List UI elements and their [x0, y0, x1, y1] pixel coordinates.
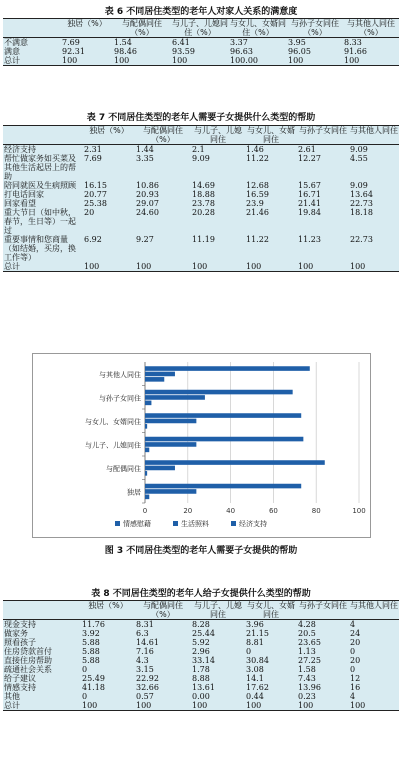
row-label: 住房贷款首付	[4, 647, 52, 656]
column-header: 与配偶同住（%）	[135, 601, 191, 620]
x-tick-label: 100	[352, 507, 366, 515]
legend-label: 生活照料	[181, 520, 209, 528]
table-cell: 24.60	[136, 208, 159, 217]
row-label: 总计	[3, 262, 83, 272]
table-cell: 4	[350, 692, 356, 701]
table-cell: 27.25	[298, 656, 321, 665]
table-row	[3, 208, 399, 235]
table-cell: 1.46	[246, 145, 264, 154]
table-cell: 11.23	[298, 235, 321, 244]
bar-2	[145, 419, 196, 424]
table-cell: 0	[82, 665, 88, 674]
table-cell: 4.28	[298, 620, 316, 629]
bar-3	[145, 495, 149, 500]
table-cell: 16.71	[298, 190, 321, 199]
table-cell: 100	[83, 262, 135, 272]
table-row	[3, 692, 399, 701]
header-row-label	[3, 19, 61, 38]
table-row	[3, 56, 399, 66]
table-cell: 7.69	[84, 154, 102, 163]
table-cell: 6.41	[172, 38, 190, 47]
header-row-label	[3, 601, 81, 620]
table-cell: 7.69	[62, 38, 80, 47]
table-cell: 20	[350, 638, 361, 647]
column-header: 与儿子、儿媳同住	[191, 601, 245, 620]
legend-label: 情感慰藉	[123, 520, 151, 528]
table-cell: 8.31	[136, 620, 154, 629]
table-cell: 2.1	[192, 145, 205, 154]
header-row-label	[3, 126, 83, 145]
column-header: 独居（%）	[83, 126, 135, 145]
table-cell: 29.07	[136, 199, 159, 208]
table-cell: 1.13	[298, 647, 316, 656]
row-label: 帮忙做家务如买菜及其他生活起居上的帮助	[4, 154, 76, 181]
table-cell: 0.57	[136, 692, 154, 701]
table-cell: 25.38	[84, 199, 107, 208]
row-label: 打电话回家	[4, 190, 44, 199]
bar-1	[145, 460, 325, 465]
row-label: 满意	[4, 47, 20, 56]
table-header-row	[3, 126, 399, 145]
column-header: 与孙子女同住	[297, 601, 349, 620]
table-cell: 14.61	[136, 638, 159, 647]
bar-3	[145, 471, 147, 476]
table-cell: 9.09	[350, 145, 368, 154]
column-header: 与配偶同住（%）	[113, 19, 171, 38]
table-cell: 22.73	[350, 199, 373, 208]
table-cell: 7.43	[298, 674, 316, 683]
table-cell: 5.88	[82, 656, 100, 665]
y-category-label: 与其他人同住	[99, 370, 141, 379]
row-label: 情感支持	[4, 683, 36, 692]
row-label: 给子建议	[4, 674, 36, 683]
bar-1	[145, 390, 293, 395]
legend-swatch	[173, 521, 178, 526]
table-row	[3, 199, 399, 208]
column-header: 与孙子女同住（%）	[287, 19, 343, 38]
table-cell: 8.28	[192, 620, 210, 629]
table-cell: 93.59	[172, 47, 195, 56]
table-cell: 100	[81, 701, 135, 711]
table-cell: 92.31	[62, 47, 85, 56]
table-cell: 2.61	[298, 145, 316, 154]
row-label: 现金支持	[4, 620, 36, 629]
table-cell: 4.55	[350, 154, 368, 163]
table-cell: 4	[350, 620, 356, 629]
bar-3	[145, 401, 151, 406]
table-cell: 15.67	[298, 181, 321, 190]
table-cell: 7.16	[136, 647, 154, 656]
table-cell: 100	[113, 56, 171, 66]
table-row	[3, 683, 399, 692]
table-header-row	[3, 601, 399, 620]
bar-chart-svg	[33, 354, 370, 537]
y-category-label: 与配偶同住	[106, 464, 141, 473]
table-cell: 21.46	[246, 208, 269, 217]
table-cell: 100.00	[229, 56, 287, 66]
table7	[3, 125, 399, 272]
table-cell: 14.69	[192, 181, 215, 190]
y-category-label: 与孙子女同住	[99, 394, 141, 403]
table-cell: 100	[191, 262, 245, 272]
bar-2	[145, 489, 196, 494]
table-cell: 21.41	[298, 199, 321, 208]
bar-1	[145, 437, 303, 442]
table-cell: 100	[297, 262, 349, 272]
table-cell: 100	[191, 701, 245, 711]
bar-2	[145, 372, 175, 377]
table-cell: 3.08	[246, 665, 264, 674]
bar-2	[145, 466, 175, 471]
table-cell: 16	[350, 683, 361, 692]
table-cell: 8.81	[246, 638, 264, 647]
bar-3	[145, 424, 147, 429]
table-cell: 32.66	[136, 683, 159, 692]
legend-swatch	[115, 521, 120, 526]
table-row	[3, 190, 399, 199]
table-cell: 19.84	[298, 208, 321, 217]
table-cell: 1.58	[298, 665, 316, 674]
column-header: 与其他人同住（%）	[343, 19, 399, 38]
column-header: 与其他人同住	[349, 601, 399, 620]
table-cell: 12	[350, 674, 361, 683]
table-cell: 13.61	[192, 683, 215, 692]
table-cell: 91.66	[344, 47, 367, 56]
bar-3	[145, 448, 149, 453]
table-row	[3, 629, 399, 638]
table-cell: 12.27	[298, 154, 321, 163]
table-cell: 5.92	[192, 638, 210, 647]
table-row	[3, 235, 399, 262]
table-cell: 23.9	[246, 199, 264, 208]
table-cell: 5.88	[82, 638, 100, 647]
table-cell: 2.96	[192, 647, 210, 656]
table-cell: 9.09	[192, 154, 210, 163]
table-cell: 16.59	[246, 190, 269, 199]
row-label: 总计	[3, 701, 81, 711]
table-row	[3, 638, 399, 647]
table-cell: 0.00	[192, 692, 210, 701]
table-cell: 13.64	[350, 190, 373, 199]
table-row	[3, 656, 399, 665]
table-cell: 100	[297, 701, 349, 711]
table-cell: 0.23	[298, 692, 316, 701]
table-row	[3, 38, 399, 48]
table-cell: 20.28	[192, 208, 215, 217]
table-cell: 18.18	[350, 208, 373, 217]
y-category-label: 与女儿、女婿同住	[85, 417, 141, 426]
table-cell: 3.95	[288, 38, 306, 47]
column-header: 与儿子、儿媳同住（%）	[172, 19, 228, 37]
table-row	[3, 647, 399, 656]
table-cell: 13.96	[298, 683, 321, 692]
x-tick-label: 0	[142, 507, 148, 515]
row-label: 直接住房帮助	[4, 656, 52, 665]
table8	[3, 600, 399, 711]
table-cell: 3.15	[136, 665, 154, 674]
table-cell: 3.35	[136, 154, 154, 163]
bar-1	[145, 413, 301, 418]
table-cell: 8.88	[192, 674, 210, 683]
bar-1	[145, 366, 310, 371]
row-label: 疏通社会关系	[4, 665, 52, 674]
table6-caption: 表 6 不同居住类型的老年人对家人关系的满意度	[104, 7, 298, 17]
table-cell: 0	[350, 647, 356, 656]
table-cell: 33.14	[192, 656, 215, 665]
figure3-caption: 图 3 不同居住类型的老年人需要子女提供的帮助	[104, 546, 298, 556]
row-label: 回家看望	[4, 199, 36, 208]
table-cell: 5.88	[82, 647, 100, 656]
table-cell: 100	[245, 262, 297, 272]
table-cell: 100	[135, 262, 191, 272]
table-cell: 20.5	[298, 629, 316, 638]
table-cell: 0.44	[246, 692, 264, 701]
table-cell: 21.15	[246, 629, 269, 638]
table-row	[3, 47, 399, 56]
table-cell: 11.76	[82, 620, 105, 629]
y-category-label: 独居	[127, 488, 141, 497]
table-cell: 20	[84, 208, 95, 217]
table-cell: 14.1	[246, 674, 264, 683]
table-cell: 4.3	[136, 656, 149, 665]
table-cell: 1.44	[136, 145, 154, 154]
table-cell: 1.78	[192, 665, 210, 674]
table-cell: 16.15	[84, 181, 107, 190]
table-cell: 98.46	[114, 47, 137, 56]
table-cell: 6.3	[136, 629, 149, 638]
table-cell: 3.92	[82, 629, 100, 638]
table-row	[3, 262, 399, 272]
column-header: 与儿子、儿媳同住	[191, 126, 245, 145]
table-cell: 100	[349, 701, 399, 711]
table-cell: 30.84	[246, 656, 269, 665]
table-cell: 22.73	[350, 235, 373, 244]
y-category-label: 与儿子、儿媳同住	[85, 441, 141, 450]
table8-caption: 表 8 不同居住类型的老年人给子女提供什么类型的帮助	[91, 589, 311, 599]
table-cell: 100	[135, 701, 191, 711]
table-cell: 24	[350, 629, 361, 638]
table-cell: 2.31	[84, 145, 102, 154]
table-cell: 100	[287, 56, 343, 66]
table-cell: 25.44	[192, 629, 215, 638]
row-label: 做家务	[4, 629, 28, 638]
column-header: 与女儿、女婿同住	[247, 601, 295, 619]
table7-caption: 表 7 不同居住类型的老年人需要子女提供什么类型的帮助	[86, 113, 316, 123]
x-tick-label: 60	[268, 507, 278, 515]
row-label: 重大节日（如中秋，春节，生日等）一起过	[4, 208, 76, 235]
table6	[3, 18, 399, 66]
table-cell: 17.62	[246, 683, 269, 692]
table-row	[3, 620, 399, 630]
column-header: 与女儿、女婿同住（%）	[230, 19, 286, 37]
row-label: 照看孩子	[4, 638, 36, 647]
x-tick-label: 20	[183, 507, 193, 515]
bar-1	[145, 484, 301, 489]
row-label: 陪同就医及生病照顾	[4, 181, 76, 190]
column-header: 独居（%）	[61, 19, 113, 38]
table-cell: 9.27	[136, 235, 154, 244]
row-label: 经济支持	[4, 145, 36, 154]
table-cell: 20.77	[84, 190, 107, 199]
table-cell: 100	[171, 56, 229, 66]
table-cell: 3.37	[230, 38, 248, 47]
figure3-chart	[32, 353, 371, 538]
column-header: 与其他人同住	[349, 126, 399, 145]
x-tick-label: 40	[226, 507, 236, 515]
table-cell: 96.05	[288, 47, 311, 56]
table-row	[3, 154, 399, 181]
x-tick-label: 80	[311, 507, 321, 515]
bar-2	[145, 442, 196, 447]
table-cell: 8.33	[344, 38, 362, 47]
table-cell: 0	[350, 665, 356, 674]
legend-swatch	[231, 521, 236, 526]
column-header: 与孙子女同住	[297, 126, 349, 145]
table-cell: 11.19	[192, 235, 215, 244]
table-cell: 0	[82, 692, 88, 701]
row-label: 其他	[4, 692, 20, 701]
table-row	[3, 674, 399, 683]
table-cell: 1.54	[114, 38, 132, 47]
row-label: 重要事情和您商量（如结婚，买房，换工作等）	[4, 235, 76, 262]
table-cell: 22.92	[136, 674, 159, 683]
column-header: 与女儿、女婿同住	[247, 126, 295, 144]
table-cell: 9.09	[350, 181, 368, 190]
table-row	[3, 665, 399, 674]
table-cell: 18.88	[192, 190, 215, 199]
table-cell: 11.22	[246, 154, 269, 163]
bar-3	[145, 377, 164, 382]
table-cell: 12.68	[246, 181, 269, 190]
table-cell: 100	[245, 701, 297, 711]
table-cell: 96.63	[230, 47, 253, 56]
table-cell: 20.93	[136, 190, 159, 199]
table-cell: 25.49	[82, 674, 105, 683]
table-cell: 20	[350, 656, 361, 665]
table-cell: 10.86	[136, 181, 159, 190]
table-header-row	[3, 19, 399, 38]
table-cell: 100	[349, 262, 399, 272]
table-cell: 23.78	[192, 199, 215, 208]
table-cell: 11.22	[246, 235, 269, 244]
table-cell: 6.92	[84, 235, 102, 244]
table-cell: 23.65	[298, 638, 321, 647]
table-row	[3, 181, 399, 190]
row-label: 总计	[3, 56, 61, 66]
table-row	[3, 145, 399, 155]
table-cell: 100	[343, 56, 399, 66]
table-cell: 100	[61, 56, 113, 66]
table-row	[3, 701, 399, 711]
column-header: 独居（%）	[81, 601, 135, 620]
bar-2	[145, 395, 205, 400]
table-cell: 41.18	[82, 683, 105, 692]
legend-label: 经济支持	[239, 520, 267, 528]
column-header: 与配偶同住（%）	[135, 126, 191, 145]
table-cell: 0	[246, 647, 252, 656]
table-cell: 3.96	[246, 620, 264, 629]
row-label: 不满意	[4, 38, 28, 47]
